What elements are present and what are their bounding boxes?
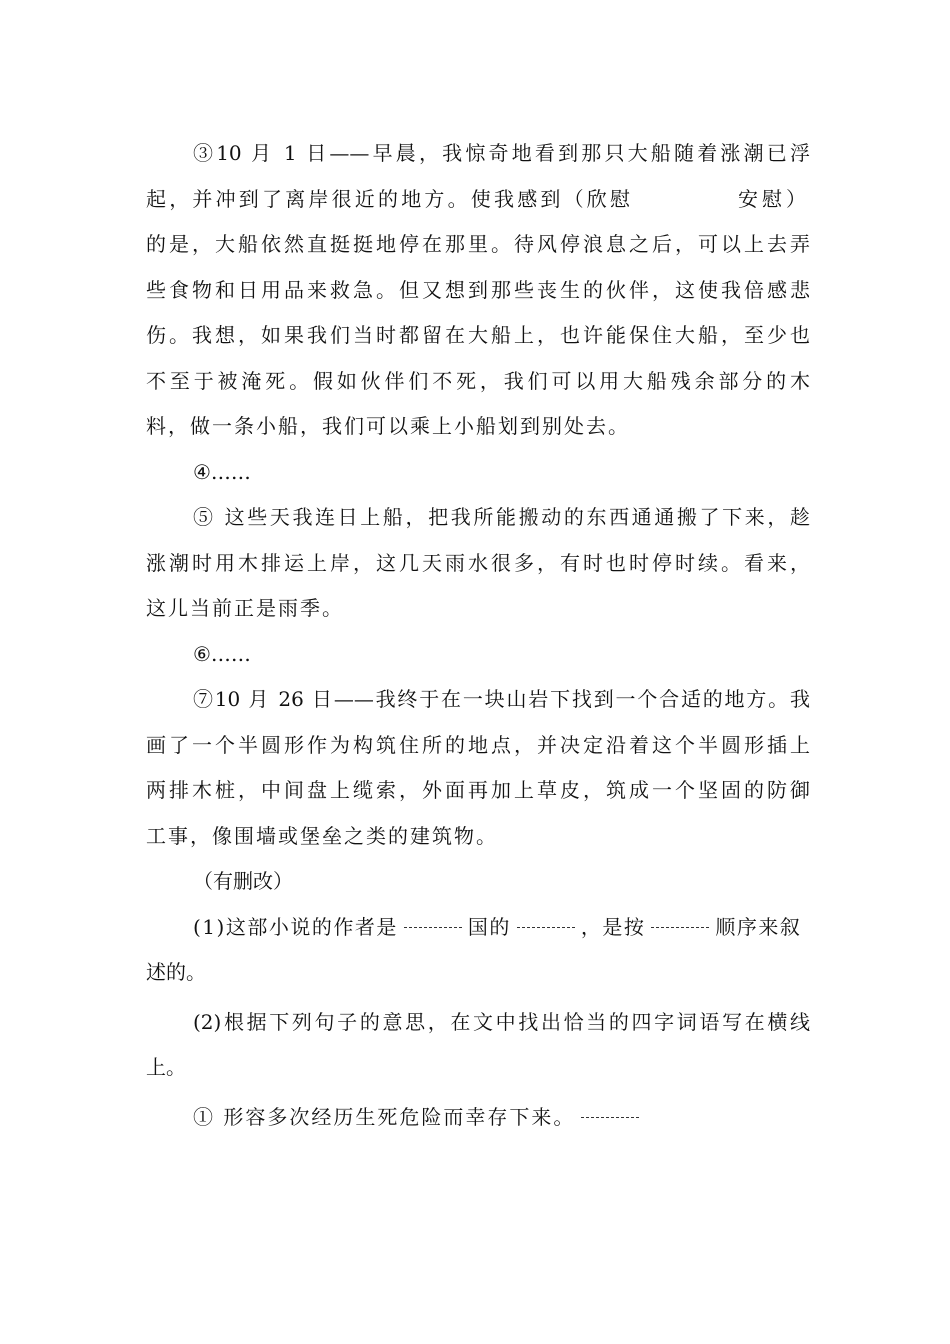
document-body bbox=[146, 131, 810, 1140]
question-2-line-1: (2)根据下列句子的意思，在文中找出恰当的四字词语写在横线 bbox=[193, 1009, 810, 1034]
paragraph-3-line-4: 些食物和日用品来救急。但又想到那些丧生的伙伴，这使我倍感悲 bbox=[146, 277, 810, 302]
paragraph-4: ④…… bbox=[193, 459, 251, 484]
paragraph-7-line-2: 画了一个半圆形作为构筑住所的地点，并决定沿着这个半圆形插上 bbox=[146, 732, 810, 757]
paragraph-5-line-3: 这儿当前正是雨季。 bbox=[146, 596, 344, 620]
question-1-text-c: ，是按 bbox=[580, 914, 646, 939]
paragraph-5-line-1: ⑤ 这些天我连日上船，把我所能搬动的东西通通搬了下来，趁 bbox=[193, 505, 810, 529]
paragraph-3-line-2-option: 安慰） bbox=[737, 186, 810, 211]
answer-blank-order[interactable] bbox=[651, 913, 709, 928]
paragraph-3-line-5: 伤。我想，如果我们当时都留在大船上，也许能保住大船，至少也 bbox=[146, 323, 810, 347]
answer-blank-author-name[interactable] bbox=[517, 913, 575, 928]
question-2-item-1-text: ① 形容多次经历生死危险而幸存下来。 bbox=[193, 1104, 576, 1129]
question-1-text-d: 顺序来叙 bbox=[715, 914, 802, 939]
question-1-line-2: 述的。 bbox=[146, 960, 206, 984]
paragraph-7-line-4: 工事，像围墙或堡垒之类的建筑物。 bbox=[146, 823, 498, 848]
paragraph-3-line-3: 的是，大船依然直挺挺地停在那里。待风停浪息之后，可以上去弄 bbox=[146, 232, 810, 256]
answer-blank-idiom[interactable] bbox=[581, 1103, 639, 1118]
question-2-line-2: 上。 bbox=[146, 1055, 186, 1079]
question-1-text-a: (1)这部小说的作者是 bbox=[193, 914, 398, 939]
question-2-item-1 bbox=[146, 1095, 810, 1141]
paragraph-6: ⑥…… bbox=[193, 641, 251, 666]
question-1-text-b: 国的 bbox=[467, 914, 511, 939]
paragraph-3-line-6: 不至于被淹死。假如伙伴们不死，我们可以用大船残余部分的木 bbox=[146, 368, 810, 393]
paragraph-3-line-2-text: 起，并冲到了离岸很近的地方。使我感到（欣慰 bbox=[146, 186, 634, 211]
answer-blank-author[interactable] bbox=[404, 913, 462, 928]
paragraph-7-line-1: ⑦10 月 26 日——我终于在一块山岩下找到一个合适的地方。我 bbox=[193, 687, 810, 711]
paragraph-5-line-2: 涨潮时用木排运上岸，这几天雨水很多，有时也时停时续。看来， bbox=[146, 550, 810, 575]
paragraph-3-line-1: ③10 月 1 日——早晨，我惊奇地看到那只大船随着涨潮已浮 bbox=[193, 141, 810, 165]
question-1-line-1 bbox=[146, 905, 810, 951]
paragraph-3-line-7: 料，做一条小船，我们可以乘上小船划到别处去。 bbox=[146, 414, 630, 438]
paragraph-7-line-3: 两排木桩，中间盘上缆索，外面再加上草皮，筑成一个坚固的防御 bbox=[146, 778, 810, 802]
paragraph-3-line-2 bbox=[146, 177, 810, 223]
source-note: （有删改） bbox=[193, 869, 293, 893]
